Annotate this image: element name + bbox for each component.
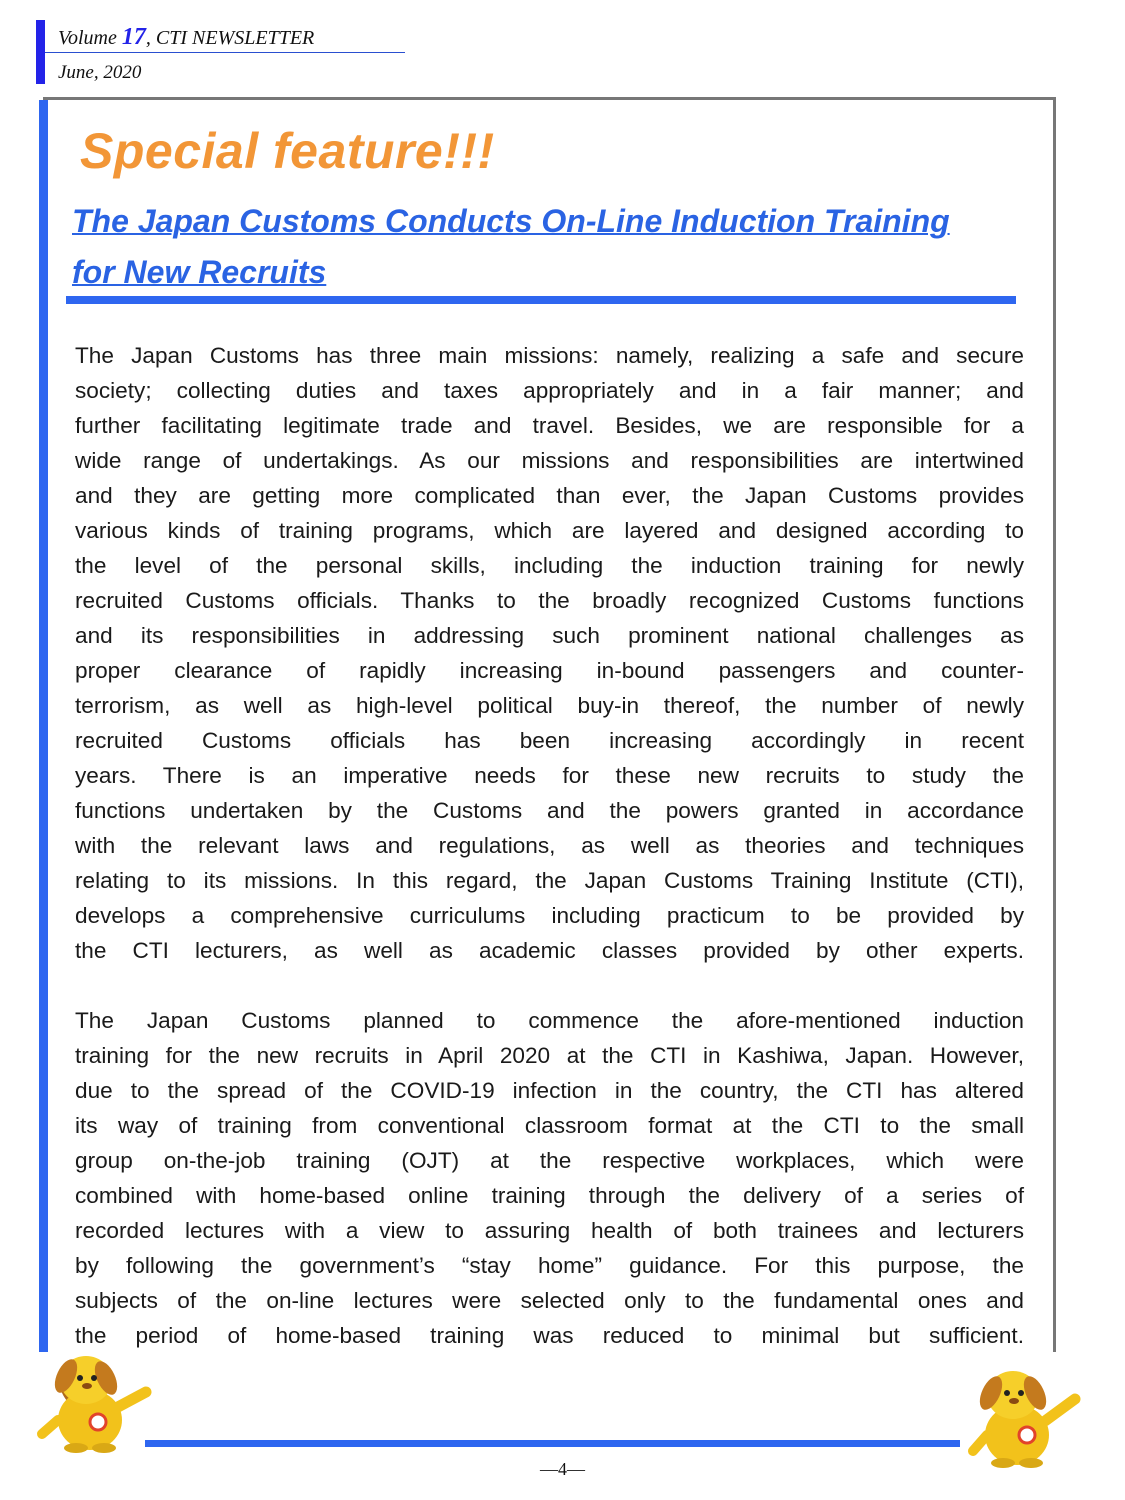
paragraph-line: society; collecting duties and taxes appropriately and in a fair manner; and xyxy=(75,378,1024,403)
volume-number: 17 xyxy=(121,24,146,50)
article-paragraph xyxy=(75,338,1024,968)
paragraph-line: the period of home-based training was reduced to minimal but sufficient. xyxy=(75,1323,1024,1348)
paragraph-line: and its responsibilities in addressing such prominent national challenges as xyxy=(75,623,1024,648)
paragraph-line: proper clearance of rapidly increasing in-bound passengers and counter- xyxy=(75,658,1024,683)
newsletter-volume-line xyxy=(58,24,314,51)
paragraph-line: years. There is an imperative needs for these new recruits to study the xyxy=(75,763,1024,788)
paragraph-line: due to the spread of the COVID-19 infection in the country, the CTI has altered xyxy=(75,1078,1024,1103)
article-frame-accent xyxy=(39,100,48,1352)
paragraph-line: recorded lectures with a view to assuring health of both trainees and lecturers xyxy=(75,1218,1024,1243)
paragraph-line: various kinds of training programs, which are layered and designed according to xyxy=(75,518,1024,543)
paragraph-line: training for the new recruits in April 2020 at the CTI in Kashiwa, Japan. However, xyxy=(75,1043,1024,1068)
paragraph-line: the level of the personal skills, including the induction training for newly xyxy=(75,553,1024,578)
article-paragraph xyxy=(75,1003,1024,1353)
page-number: ―4― xyxy=(540,1459,585,1479)
paragraph-line: group on-the-job training (OJT) at the respective workplaces, which were xyxy=(75,1148,1024,1173)
paragraph-line: terrorism, as well as high-level political buy-in thereof, the number of newly xyxy=(75,693,1024,718)
paragraph-line: with the relevant laws and regulations, as well as theories and techniques xyxy=(75,833,1024,858)
mascot-left-icon xyxy=(28,1350,158,1455)
paragraph-line: its way of training from conventional classroom format at the CTI to the small xyxy=(75,1113,1024,1138)
paragraph-line: The Japan Customs has three main missions: namely, realizing a safe and secure xyxy=(75,343,1024,368)
header-rule xyxy=(45,52,405,53)
headline-line-2: for New Recruits xyxy=(72,254,327,290)
paragraph-line: combined with home-based online training through the delivery of a series of xyxy=(75,1183,1024,1208)
paragraph-line: subjects of the on-line lectures were selected only to the fundamental ones and xyxy=(75,1288,1024,1313)
issue-date: June, 2020 xyxy=(58,62,142,83)
special-feature-label: Special feature!!! xyxy=(80,123,495,179)
article-body xyxy=(75,338,1024,1353)
article-headline xyxy=(72,196,1047,298)
paragraph-line: functions undertaken by the Customs and the powers granted in accordance xyxy=(75,798,1024,823)
paragraph-line: recruited Customs officials has been increasing accordingly in recent xyxy=(75,728,1024,753)
mascot-right-icon xyxy=(955,1365,1085,1470)
headline-line-1: The Japan Customs Conducts On-Line Induction Training xyxy=(72,203,950,239)
paragraph-line: recruited Customs officials. Thanks to the broadly recognized Customs functions xyxy=(75,588,1024,613)
footer-rule xyxy=(145,1440,960,1447)
paragraph-line: The Japan Customs planned to commence the afore-mentioned induction xyxy=(75,1008,1024,1033)
paragraph-line: wide range of undertakings. As our missions and responsibilities are intertwined xyxy=(75,448,1024,473)
paragraph-line: and they are getting more complicated than ever, the Japan Customs provides xyxy=(75,483,1024,508)
volume-label: Volume xyxy=(58,27,117,49)
headline-rule xyxy=(66,296,1016,304)
paragraph-line: by following the government’s “stay home” guidance. For this purpose, the xyxy=(75,1253,1024,1278)
paragraph-line: develops a comprehensive curriculums including practicum to be provided by xyxy=(75,903,1024,928)
paragraph-line: further facilitating legitimate trade and travel. Besides, we are responsible for a xyxy=(75,413,1024,438)
newsletter-name: , CTI NEWSLETTER xyxy=(145,27,315,49)
header-accent-bar xyxy=(36,20,45,84)
paragraph-line: relating to its missions. In this regard, the Japan Customs Training Institute (CTI), xyxy=(75,868,1024,893)
paragraph-line: the CTI lecturers, as well as academic classes provided by other experts. xyxy=(75,938,1024,963)
